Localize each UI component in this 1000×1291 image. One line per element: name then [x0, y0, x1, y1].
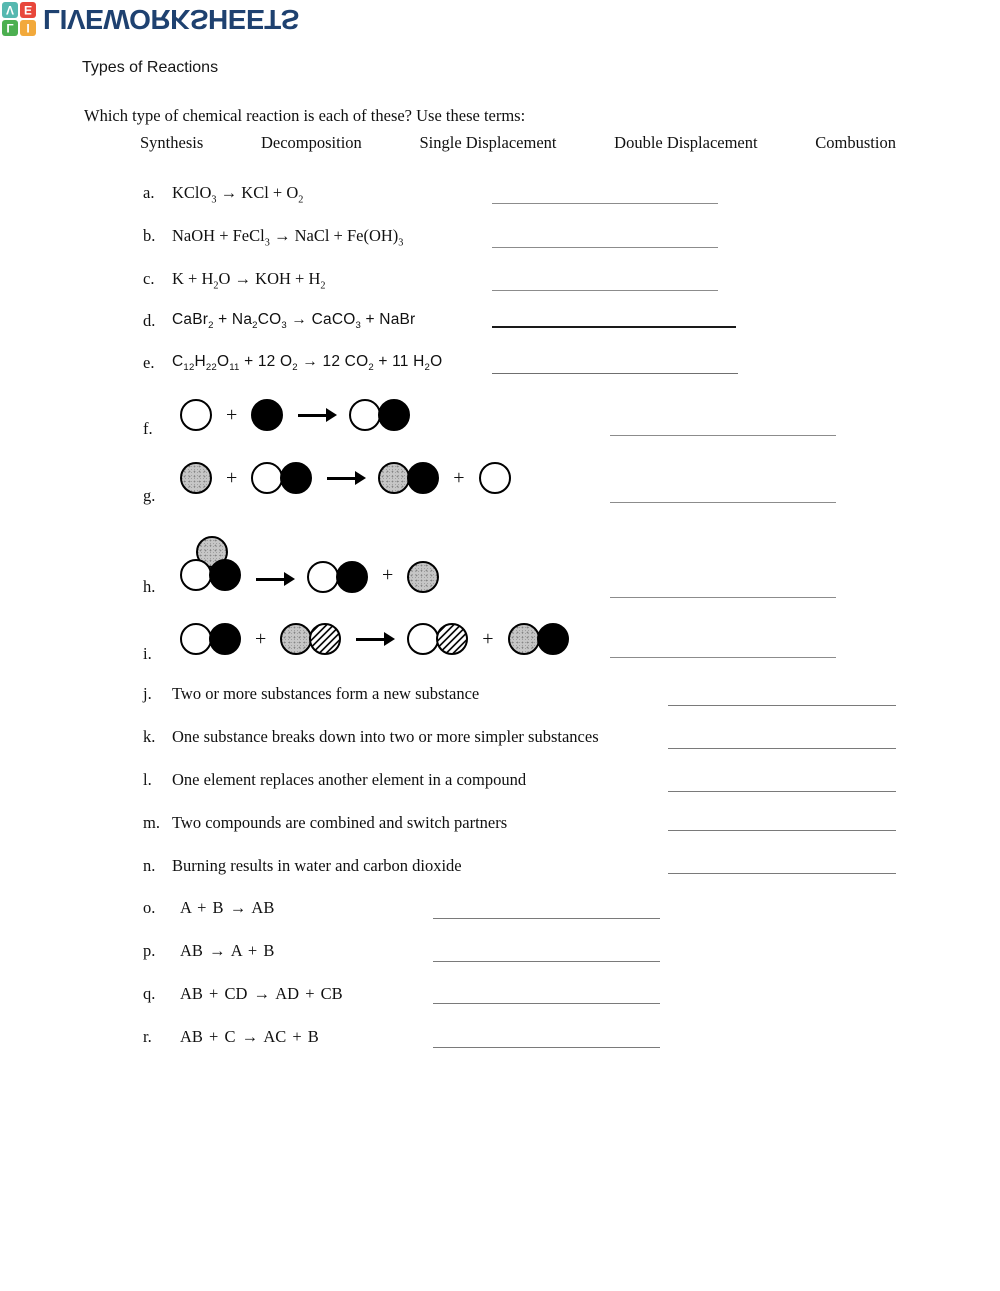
equation-text: $C_{12}H_{22}O_{11} + 12$ $O_2 \to 12$ $CO_2 + 11$ $H_2O$: [172, 353, 443, 374]
item-label: d.: [143, 311, 156, 330]
item-row-f: [0, 395, 1000, 438]
equation-text: AB + C → AC + B: [180, 1027, 319, 1046]
item-row-b: [0, 226, 1000, 248]
molecule: [378, 462, 439, 494]
logo-cell-e: E: [20, 2, 36, 18]
item-row-i: [0, 618, 1000, 663]
term-bank: [140, 133, 896, 153]
equation-text: A + B → AB: [180, 898, 275, 917]
liveworksheets-logo: [2, 2, 299, 36]
molecule: [508, 623, 569, 655]
term-combustion: Combustion: [815, 133, 896, 152]
black-atom-circle: [378, 399, 410, 431]
white-atom-circle: [407, 623, 439, 655]
item-label: j.: [143, 684, 152, 703]
answer-blank-q[interactable]: [433, 1003, 660, 1004]
reaction-arrow-icon: [256, 578, 292, 581]
molecule-cluster: [180, 536, 241, 593]
item-label: o.: [143, 898, 156, 917]
reaction-arrow-icon: [327, 477, 363, 480]
item-row-o: [0, 898, 1000, 920]
molecule: [251, 462, 312, 494]
answer-blank-i[interactable]: [610, 657, 836, 658]
equation-text: CaBr$_2$ + $Na_2CO_3$ → CaCO$_3$ + NaBr: [172, 311, 416, 332]
item-label: p.: [143, 941, 156, 960]
hatched-atom-circle: [309, 623, 341, 655]
item-label: k.: [143, 727, 156, 746]
intro-text: Which type of chemical reaction is each of these? Use these terms:: [84, 106, 526, 125]
item-row-e: [0, 353, 1000, 375]
answer-blank-l[interactable]: [668, 791, 896, 792]
molecule: [251, 399, 283, 431]
gray-atom-circle: [280, 623, 312, 655]
answer-blank-e[interactable]: [492, 373, 738, 374]
answer-blank-k[interactable]: [668, 748, 896, 749]
item-row-g: [0, 456, 1000, 505]
equation-text: AB → A + B: [180, 941, 275, 960]
molecule: [180, 623, 241, 655]
item-row-a: [0, 183, 1000, 205]
answer-blank-g[interactable]: [610, 502, 836, 503]
plus-sign: +: [255, 628, 267, 650]
molecule-diagram: [180, 395, 410, 435]
logo-cell-l: L: [2, 20, 18, 36]
black-atom-circle: [336, 561, 368, 593]
black-atom-circle: [209, 623, 241, 655]
molecule: [307, 561, 368, 593]
logo-cell-v: V: [2, 2, 18, 18]
item-label: e.: [143, 353, 155, 372]
item-row-c: [0, 269, 1000, 291]
item-label: q.: [143, 984, 156, 1003]
molecule-diagram: [180, 456, 511, 500]
answer-blank-p[interactable]: [433, 961, 660, 962]
item-row-n: [0, 856, 1000, 878]
gray-atom-circle: [508, 623, 540, 655]
plus-sign: +: [226, 467, 238, 489]
term-decomposition: Decomposition: [260, 133, 362, 152]
equation-text: $K + H_2O$ → KOH + $H_2$: [172, 269, 326, 292]
item-label: n.: [143, 856, 156, 875]
white-atom-circle: [180, 623, 212, 655]
answer-blank-m[interactable]: [668, 830, 896, 831]
item-label: r.: [143, 1027, 152, 1046]
description-text: Burning results in water and carbon dioxide: [172, 856, 462, 875]
item-row-j: [0, 684, 1000, 706]
item-label: g.: [143, 486, 156, 505]
gray-atom-circle: [407, 561, 439, 593]
reaction-arrow-icon: [356, 638, 392, 641]
item-label: a.: [143, 183, 155, 202]
item-label: m.: [143, 813, 160, 832]
black-atom-circle: [280, 462, 312, 494]
plus-sign: +: [482, 628, 494, 650]
molecule: [407, 561, 439, 593]
white-atom-circle: [180, 559, 212, 591]
answer-blank-n[interactable]: [668, 873, 896, 874]
answer-blank-b[interactable]: [492, 247, 718, 248]
white-atom-circle: [349, 399, 381, 431]
plus-sign: +: [226, 404, 238, 426]
equation-text: NaOH + FeCl$_3$ → NaCl + $Fe(OH)_3$: [172, 226, 404, 249]
item-row-l: [0, 770, 1000, 792]
equation-text: KClO$_3$ → KCl + $O_2$: [172, 183, 304, 206]
reaction-arrow-icon: [298, 414, 334, 417]
item-label: l.: [143, 770, 152, 789]
molecule: [280, 623, 341, 655]
gray-atom-circle: [378, 462, 410, 494]
logo-grid-icon: [2, 2, 36, 36]
item-label: f.: [143, 419, 153, 438]
equation-text: AB + CD → AD + CB: [180, 984, 343, 1003]
plus-sign: +: [382, 564, 394, 586]
molecule-diagram: [180, 521, 439, 595]
description-text: Two or more substances form a new substance: [172, 684, 480, 703]
description-text: One element replaces another element in a compound: [172, 770, 527, 789]
white-atom-circle: [251, 462, 283, 494]
hatched-atom-circle: [436, 623, 468, 655]
plus-sign: +: [453, 467, 465, 489]
molecule: [479, 462, 511, 494]
description-text: Two compounds are combined and switch partners: [172, 813, 508, 832]
answer-blank-r[interactable]: [433, 1047, 660, 1048]
gray-atom-circle: [180, 462, 212, 494]
logo-wordmark: LIVEWORKSHEETS: [43, 4, 299, 35]
black-atom-circle: [209, 559, 241, 591]
white-atom-circle: [180, 399, 212, 431]
answer-blank-o[interactable]: [433, 918, 660, 919]
item-row-d: [0, 311, 1000, 333]
logo-cell-i: I: [20, 20, 36, 36]
answer-blank-d[interactable]: [492, 326, 736, 328]
black-atom-circle: [407, 462, 439, 494]
item-label: i.: [143, 644, 152, 663]
molecule-diagram: [180, 618, 569, 660]
item-row-h: [0, 521, 1000, 595]
answer-blank-j[interactable]: [668, 705, 896, 706]
term-single-displacement: Single Displacement: [419, 133, 557, 152]
item-row-p: [0, 941, 1000, 963]
item-label: h.: [143, 577, 156, 596]
answer-blank-f[interactable]: [610, 435, 836, 436]
answer-blank-h[interactable]: [610, 597, 836, 598]
term-double-displacement: Double Displacement: [614, 133, 758, 152]
answer-blank-a[interactable]: [492, 203, 718, 204]
white-atom-circle: [307, 561, 339, 593]
molecule: [349, 399, 410, 431]
black-atom-circle: [537, 623, 569, 655]
item-row-r: [0, 1027, 1000, 1049]
term-synthesis: Synthesis: [140, 133, 204, 152]
item-label: b.: [143, 226, 156, 245]
item-label: c.: [143, 269, 155, 288]
black-atom-circle: [251, 399, 283, 431]
molecule: [407, 623, 468, 655]
white-atom-circle: [479, 462, 511, 494]
molecule: [180, 462, 212, 494]
description-text: One substance breaks down into two or more simpler substances: [172, 727, 599, 746]
item-row-k: [0, 727, 1000, 749]
page-title: Types of Reactions: [82, 59, 219, 76]
item-row-m: [0, 813, 1000, 835]
molecule: [180, 399, 212, 431]
answer-blank-c[interactable]: [492, 290, 718, 291]
